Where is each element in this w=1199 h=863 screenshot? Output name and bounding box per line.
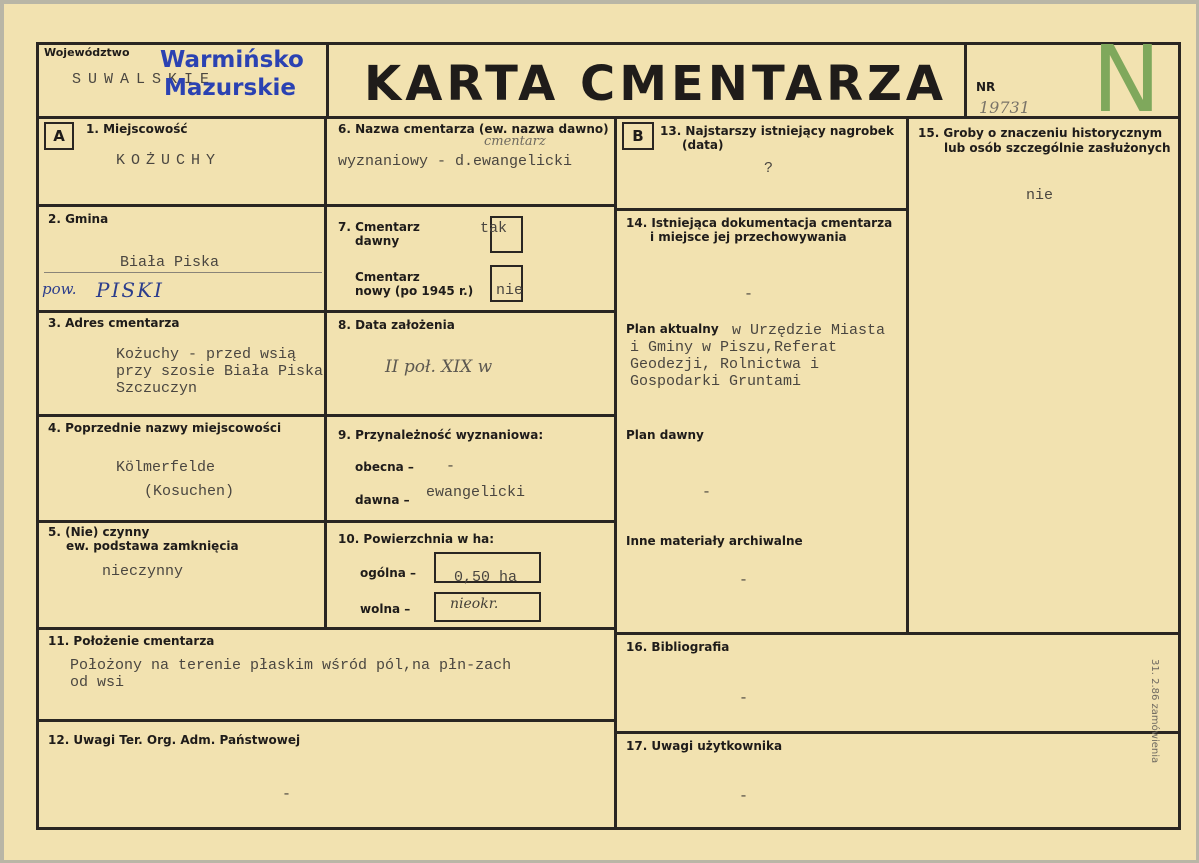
- field-13-label-line2: (data): [682, 138, 724, 152]
- field-7-nowy-line2: nowy (po 1945 r.): [355, 284, 474, 298]
- field-9-label: 9. Przynależność wyznaniowa:: [338, 428, 544, 442]
- col-divider-a: [324, 116, 327, 630]
- field-14-label-line2: i miejsce jej przechowywania: [650, 230, 847, 244]
- header-divider-1: [326, 42, 329, 119]
- field-3-line3: Szczuczyn: [116, 380, 198, 397]
- field-17-value: -: [739, 788, 749, 805]
- field-11-line2: od wsi: [70, 674, 125, 691]
- margin-print: 31. 2.86 zamówienia: [1149, 659, 1160, 764]
- row-line-left-5: [36, 627, 616, 630]
- field-12-label: 12. Uwagi Ter. Org. Adm. Państwowej: [48, 733, 301, 747]
- row-line-left-3: [36, 414, 616, 417]
- field-9-dawna-label: dawna –: [355, 493, 410, 507]
- inne-materialy-value: -: [739, 572, 749, 589]
- plan-aktualny-line1: w Urzędzie Miasta: [732, 322, 886, 339]
- wojewodztwo-stamp-line1: Warmińsko: [160, 47, 304, 73]
- field-5-label-line1: 5. (Nie) czynny: [48, 525, 150, 539]
- field-4-label: 4. Poprzednie nazwy miejscowości: [48, 421, 282, 435]
- field-10-wolna-value: nieokr.: [450, 596, 499, 612]
- field-10-wolna-label: wolna –: [360, 602, 411, 616]
- row-line-right-2: [614, 731, 1181, 734]
- outer-bottom-border: [36, 827, 1181, 830]
- field-16-label: 16. Bibliografia: [626, 640, 730, 654]
- field-8-label: 8. Data założenia: [338, 318, 455, 332]
- field-14-label-line1: 14. Istniejąca dokumentacja cmentarza: [626, 216, 893, 230]
- page-title: KARTA CMENTARZA: [364, 56, 948, 112]
- field-7-dawny-value: tak: [480, 220, 508, 237]
- field-15-value: nie: [1026, 187, 1054, 204]
- field-1-label: 1. Miejscowość: [86, 122, 188, 136]
- field-9-obecna-label: obecna –: [355, 460, 414, 474]
- row-line-left-2: [36, 310, 616, 313]
- field-11-line1: Położony na terenie płaskim wśród pól,na płn-zach: [70, 657, 512, 674]
- field-16-value: -: [739, 690, 749, 707]
- field-5-value: nieczynny: [102, 563, 184, 580]
- field-5-label-line2: ew. podstawa zamknięcia: [66, 539, 239, 553]
- field-2-underline: [44, 272, 322, 273]
- field-9-dawna-value: ewangelicki: [426, 484, 526, 501]
- section-a-marker: A: [44, 122, 74, 150]
- outer-top-border: [36, 42, 1181, 45]
- field-7-dawny-line2: dawny: [355, 234, 400, 248]
- field-6-label: 6. Nazwa cmentarza (ew. nazwa dawno): [338, 122, 609, 136]
- field-17-label: 17. Uwagi użytkownika: [626, 739, 783, 753]
- plan-dawny-value: -: [702, 484, 712, 501]
- nr-mark: N: [1092, 26, 1161, 133]
- field-12-value: -: [282, 786, 292, 803]
- field-10-ogolna-label: ogólna –: [360, 566, 417, 580]
- field-2-pow-label: pow.: [42, 280, 77, 298]
- field-4-line1: Kölmerfelde: [116, 459, 216, 476]
- plan-aktualny-label: Plan aktualny: [626, 322, 719, 336]
- field-13-value: ?: [764, 160, 774, 177]
- plan-aktualny-line2: i Gminy w Piszu,Referat: [630, 339, 838, 356]
- field-7-nowy-value: nie: [496, 282, 524, 299]
- field-15-label-line2: lub osób szczególnie zasłużonych: [944, 141, 1171, 155]
- row-line-left-6: [36, 719, 616, 722]
- field-8-value: II poł. XIX w: [385, 357, 493, 377]
- row-line-left-1: [36, 204, 616, 207]
- col-divider-b: [614, 116, 617, 830]
- field-10-ogolna-value: 0,50 ha: [454, 569, 518, 586]
- field-3-line2: przy szosie Biała Piska: [116, 363, 324, 380]
- wojewodztwo-label: Województwo: [44, 46, 130, 59]
- field-15-label-line1: 15. Groby o znaczeniu historycznym: [918, 126, 1163, 140]
- field-4-line2: (Kosuchen): [144, 483, 235, 500]
- field-2-pow-value: PISKI: [96, 278, 164, 302]
- wojewodztwo-typed: SUWALSKIE: [72, 71, 217, 88]
- field-1-value: KOŻUCHY: [116, 152, 222, 169]
- row-line-b-1: [614, 208, 908, 211]
- outer-left-border: [36, 42, 39, 830]
- cemetery-card: [4, 4, 1196, 860]
- field-6-handwriting: cmentarz: [484, 134, 546, 149]
- field-9-obecna-value: -: [446, 458, 456, 475]
- field-7-nowy-line1: Cmentarz: [355, 270, 420, 284]
- wojewodztwo-stamp-line2: Mazurskie: [164, 75, 296, 101]
- field-7-dawny-line1: 7. Cmentarz: [338, 220, 420, 234]
- header-divider-2: [964, 42, 967, 119]
- field-2-value: Biała Piska: [120, 254, 220, 271]
- field-6-value: wyznaniowy - d.ewangelicki: [338, 153, 573, 170]
- nr-value: 19731: [979, 98, 1030, 117]
- nr-label: NR: [976, 80, 996, 94]
- plan-dawny-label: Plan dawny: [626, 428, 704, 442]
- inne-materialy-label: Inne materiały archiwalne: [626, 534, 803, 548]
- field-3-line1: Kożuchy - przed wsią: [116, 346, 297, 363]
- field-14-value: -: [744, 286, 754, 303]
- field-11-label: 11. Położenie cmentarza: [48, 634, 215, 648]
- col-divider-c: [906, 116, 909, 634]
- field-13-label-line1: 13. Najstarszy istniejący nagrobek: [660, 124, 894, 138]
- section-b-marker: B: [622, 122, 654, 150]
- outer-right-border: [1178, 42, 1181, 830]
- field-3-label: 3. Adres cmentarza: [48, 316, 180, 330]
- plan-aktualny-line3: Geodezji, Rolnictwa i: [630, 356, 820, 373]
- row-line-left-4: [36, 520, 616, 523]
- plan-aktualny-line4: Gospodarki Gruntami: [630, 373, 802, 390]
- field-2-label: 2. Gmina: [48, 212, 109, 226]
- field-10-label: 10. Powierzchnia w ha:: [338, 532, 495, 546]
- row-line-right-1: [614, 632, 1181, 635]
